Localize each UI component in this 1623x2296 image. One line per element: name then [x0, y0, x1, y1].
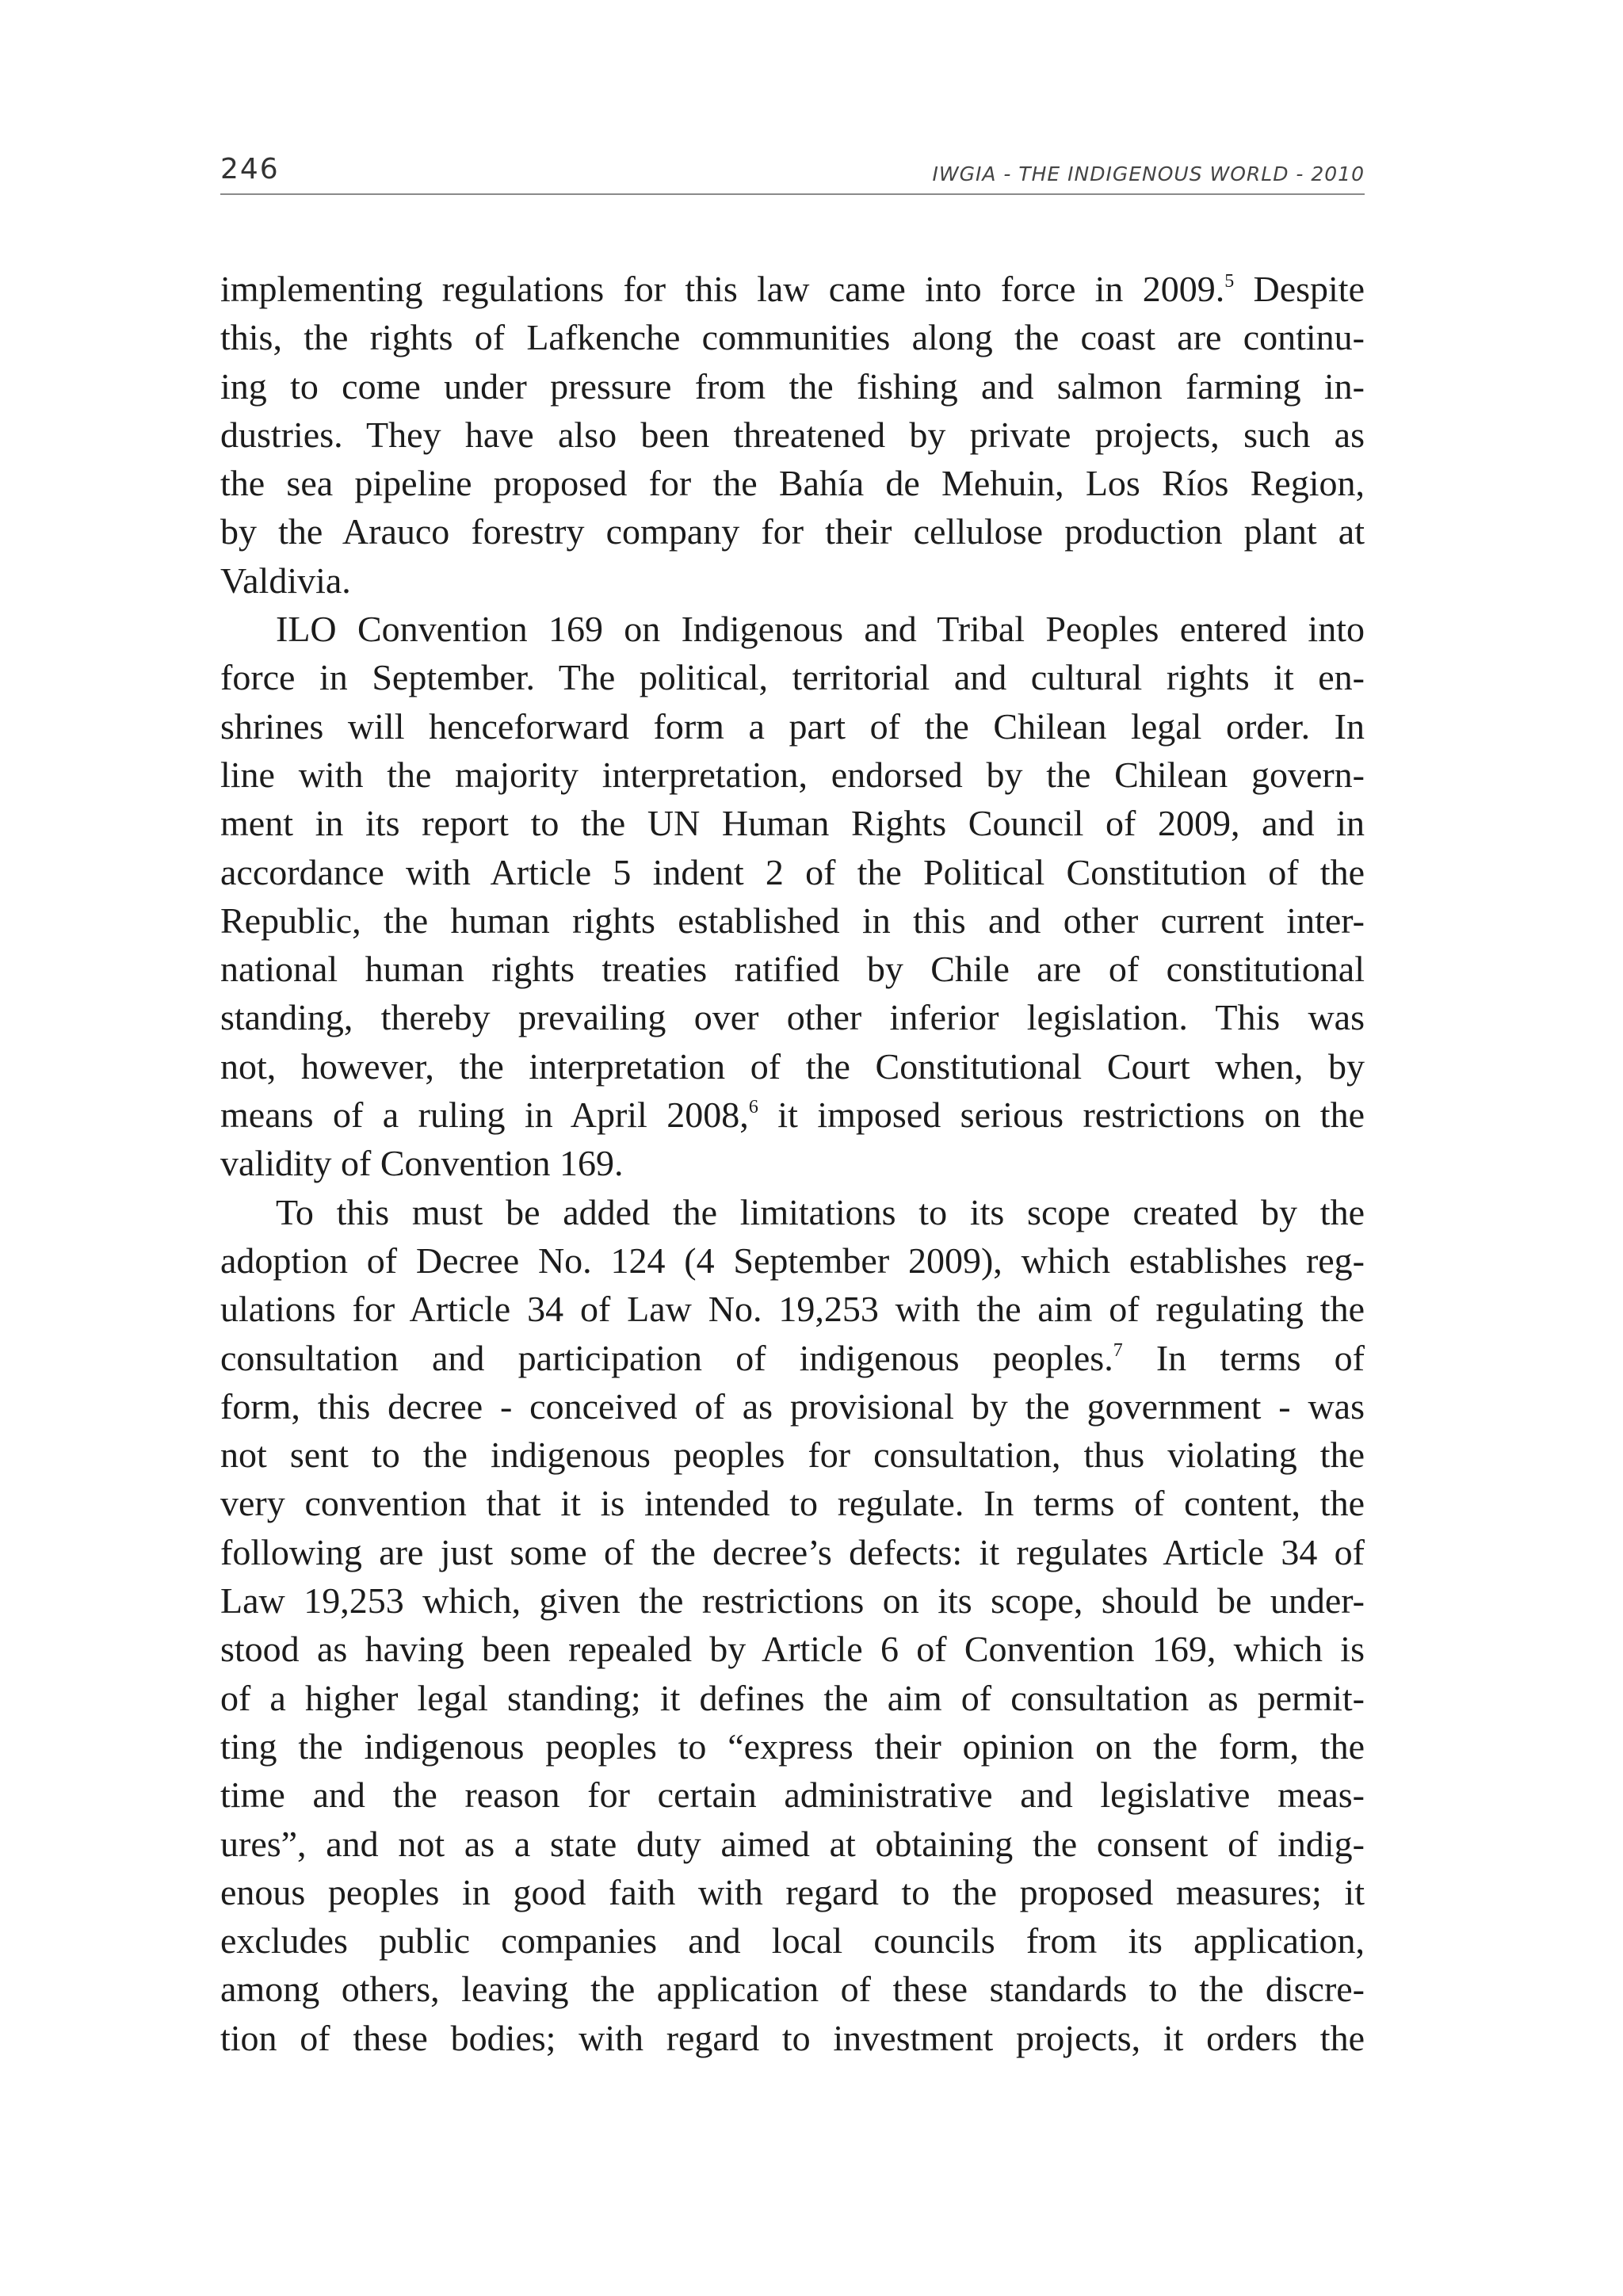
text-line: ILO Convention 169 on Indigenous and Tribal Peoples entered into	[276, 609, 1365, 650]
text-line: national human rights treaties ratified by Chile are of constitutional	[220, 949, 1365, 990]
text-line: implementing regulations for this law came into force in 2009.$^5$ Despite	[220, 269, 1365, 309]
text-line: standing, thereby prevailing over other inferior legislation. This was	[220, 997, 1365, 1038]
journal-title: IWGIA - THE INDIGENOUS WORLD - 2010	[932, 162, 1365, 185]
text-line: time and the reason for certain administrative and legislative meas-	[220, 1775, 1365, 1816]
text-line: dustries. They have also been threatened by private projects, such as	[220, 414, 1365, 455]
text-line: following are just some of the decree’s defects: it regulates Article 34 of	[220, 1531, 1365, 1572]
text-line: the sea pipeline proposed for the Bahía de Mehuin, Los Ríos Region,	[220, 463, 1365, 504]
text-line: excludes public companies and local councils from its application,	[220, 1920, 1365, 1962]
footnote-ref-6: 6	[748, 1097, 758, 1118]
running-header	[220, 149, 1365, 195]
text-line: Republic, the human rights established in this and other current inter-	[220, 900, 1365, 941]
text-line: accordance with Article 5 indent 2 of the Political Constitution of the	[220, 851, 1365, 892]
text-line: not, however, the interpretation of the Constitutional Court when, by	[220, 1045, 1365, 1087]
text-line: shrines will henceforward form a part of the Chilean legal order. In	[220, 705, 1365, 747]
footnote-ref-5: 5	[1224, 271, 1235, 292]
text-line: ulations for Article 34 of Law No. 19,253 with the aim of regulating the	[220, 1289, 1365, 1330]
text-line: adoption of Decree No. 124 (4 September 2009), which establishes reg-	[220, 1240, 1365, 1281]
text-line: consultation and participation of indigenous peoples.$^7$ In terms of	[220, 1337, 1365, 1378]
text-line: Valdivia.	[220, 560, 351, 601]
text-line: ment in its report to the UN Human Rights Council of 2009, and in	[220, 803, 1365, 844]
text-line: line with the majority interpretation, endorsed by the Chilean govern-	[220, 754, 1365, 795]
text-line: stood as having been repealed by Article 6 of Convention 169, which is	[220, 1629, 1365, 1670]
text-line: this, the rights of Lafkenche communities along the coast are continu-	[220, 317, 1365, 358]
text-line: by the Arauco forestry company for their cellulose production plant at	[220, 511, 1365, 552]
text-line: force in September. The political, territorial and cultural rights it en-	[220, 657, 1365, 698]
text-line: tion of these bodies; with regard to investment projects, it orders the	[220, 2017, 1365, 2058]
text-line: enous peoples in good faith with regard to the proposed measures; it	[220, 1871, 1365, 1912]
text-line: not sent to the indigenous peoples for consultation, thus violating the	[220, 1435, 1365, 1476]
text-line: ing to come under pressure from the fishing and salmon farming in-	[220, 365, 1365, 407]
text-line: among others, leaving the application of these standards to the discre-	[220, 1969, 1365, 2010]
text-line: ting the indigenous peoples to “express their opinion on the form, the	[220, 1725, 1365, 1767]
text-line: means of a ruling in April 2008,$^6$ it imposed serious restrictions on the	[220, 1095, 1365, 1136]
page-number: 246	[220, 153, 280, 185]
footnote-ref-7: 7	[1113, 1339, 1123, 1361]
text-line: To this must be added the limitations to its scope created by the	[276, 1191, 1365, 1232]
text-line: Law 19,253 which, given the restrictions on its scope, should be under-	[220, 1580, 1365, 1622]
text-line: ures”, and not as a state duty aimed at obtaining the consent of indig-	[220, 1823, 1365, 1864]
body-text	[220, 265, 1365, 2062]
text-line: of a higher legal standing; it defines the aim of consultation as permit-	[220, 1677, 1365, 1718]
text-line: validity of Convention 169.	[220, 1143, 624, 1184]
text-line: form, this decree - conceived of as provisional by the government - was	[220, 1385, 1365, 1427]
text-line: very convention that it is intended to regulate. In terms of content, the	[220, 1483, 1365, 1524]
